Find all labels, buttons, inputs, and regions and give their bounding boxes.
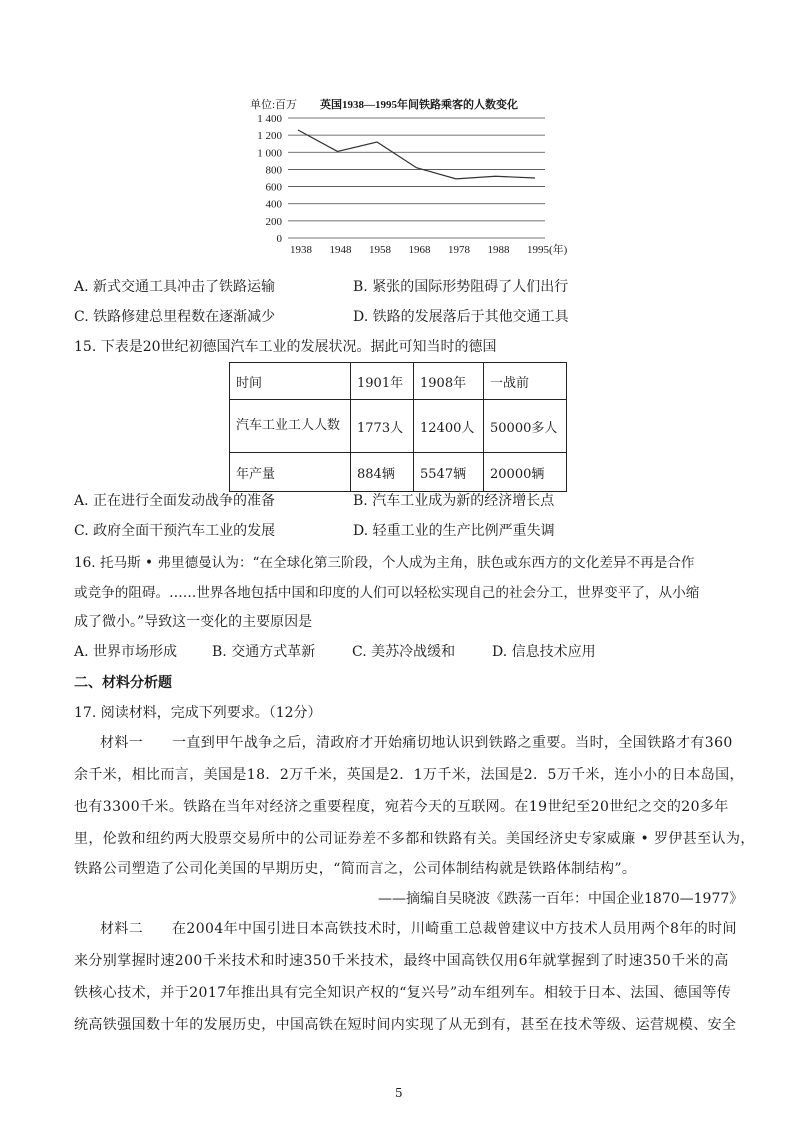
q14-option-a: A. 新式交通工具冲击了铁路运输 [74,279,276,295]
x-tick-label: 1988 [487,244,510,256]
y-tick-label: 200 [265,215,282,228]
material2-line: 来分别掌握时速200千米技术和时速350千米技术，最终中国高铁仅用6年就掌握到了时速350千米的高 [74,953,729,969]
y-tick-label: 1 200 [257,130,282,143]
q15-option-c: C. 政府全面干预汽车工业的发展 [74,523,276,539]
q16-line3: 成了微小。”导致这一变化的主要原因是 [74,614,313,630]
table-row [230,400,567,453]
q16-option-c: C. 美苏冷战缓和 [352,644,456,660]
table-header-row [230,363,567,400]
railway-passenger-chart [240,88,570,258]
q15-stem: 15. 下表是20世纪初德国汽车工业的发展状况。据此可知当时的德国 [74,339,497,355]
q16-option-b: B. 交通方式革新 [212,644,316,660]
chart-title: 英国1938—1995年间铁路乘客的人数变化 [320,99,518,111]
q17-stem: 17. 阅读材料，完成下列要求。（12分） [74,705,322,721]
x-tick-label: 1968 [408,244,431,256]
material2-line: 铁核心技术，并于2017年推出具有完全知识产权的“复兴号”动车组列车。相较于日本、法国、德国等传 [74,985,732,1001]
y-tick-label: 400 [265,198,282,211]
table-cell: 50000多人 [484,400,567,453]
chart-svg [240,88,570,258]
chart-unit-label: 单位:百万 [250,99,298,111]
q15-option-b: B. 汽车工业成为新的经济增长点 [353,493,555,509]
table-cell: 年产量 [230,453,351,492]
material1-line: 铁路公司塑造了公司化美国的早期历史，“简而言之，公司体制结构就是铁路体制结构”。 [74,861,637,877]
section-heading: 二、材料分析题 [74,675,172,691]
y-tick-label: 1 000 [257,147,282,160]
material1-line: 材料一 一直到甲午战争之后，清政府才开始痛切地认识到铁路之重要。当时，全国铁路才有360 [100,735,733,751]
table-cell: 5547辆 [414,453,484,492]
q15-option-a: A. 正在进行全面发动战争的准备 [74,493,276,509]
table-cell: 一战前 [484,363,567,400]
q15-option-d: D. 轻重工业的生产比例严重失调 [353,523,555,539]
table-cell: 1901年 [351,363,414,400]
q16-option-a: A. 世界市场形成 [74,644,178,660]
material1-source: ——摘编自吴晓波《跌荡一百年：中国企业1870—1977》 [378,891,744,907]
table-cell: 1908年 [414,363,484,400]
material1-line: 也有3300千米。铁路在当年对经济之重要程度，宛若今天的互联网。在19世纪至20世纪之交的20多年 [74,799,729,815]
q16-line2: 或竞争的阻碍。……世界各地包括中国和印度的人们可以轻松实现自己的社会分工，世界变平了，从小缩 [74,585,700,601]
series-line [298,130,535,179]
y-tick-label: 0 [276,233,282,245]
material1-line: 里，伦敦和纽约两大股票交易所中的公司证券差不多都和铁路有关。美国经济史专家威廉 • 罗伊甚至认为， [74,831,755,847]
y-tick-label: 1 400 [257,113,282,125]
y-tick-label: 800 [265,164,282,177]
material1-line: 余千米，相比而言，美国是18．2万千米，英国是2．1万千米，法国是2．5万千米，连小小的日本岛国， [74,767,744,783]
x-tick-label: 1995(年) [527,244,568,256]
material2-line: 统高铁强国数十年的发展历史，中国高铁在短时间内实现了从无到有，甚至在技术等级、运营规模、安全 [74,1017,737,1033]
q16-option-d: D. 信息技术应用 [492,644,596,660]
q14-option-b: B. 紧张的国际形势阻碍了人们出行 [353,279,569,295]
y-tick-label: 600 [265,181,282,194]
q15-table [229,362,567,492]
x-tick-label: 1978 [448,244,470,256]
table-cell: 时间 [230,363,351,400]
table-cell: 汽车工业工人人数 [230,400,351,453]
q14-option-d: D. 铁路的发展落后于其他交通工具 [353,309,569,325]
x-tick-label: 1948 [329,244,352,256]
q16-line1: 16. 托马斯 • 弗里德曼认为：“在全球化第三阶段，个人成为主角，肤色或东西方的文化差异不再是合作 [74,555,695,571]
x-tick-label: 1958 [369,244,391,256]
table-cell: 1773人 [351,400,414,453]
q14-option-c: C. 铁路修建总里程数在逐渐减少 [74,309,276,325]
x-tick-label: 1938 [290,244,312,256]
material2-line: 材料二 在2004年中国引进日本高铁技术时，川崎重工总裁曾建议中方技术人员用两个8年的时间 [100,921,737,937]
table-cell: 884辆 [351,453,414,492]
table-cell: 20000辆 [484,453,567,492]
table-row [230,453,567,492]
table-cell: 12400人 [414,400,484,453]
page-number: 5 [395,1086,403,1100]
